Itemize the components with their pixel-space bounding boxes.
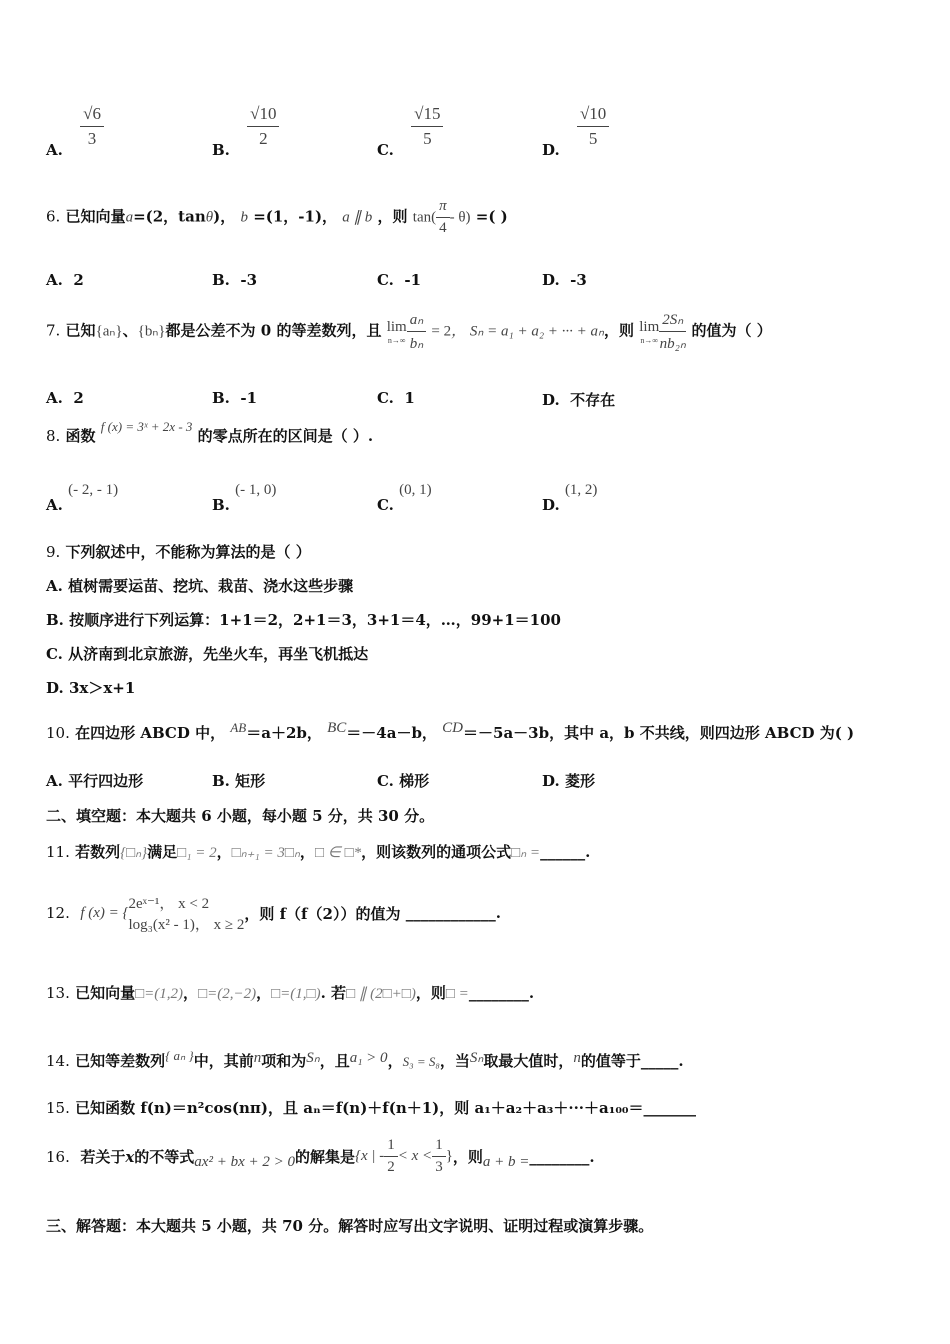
question-number: 15. <box>46 1099 70 1117</box>
parallel-condition: a ∥ b <box>342 209 373 226</box>
question-text: 已知向量 <box>65 207 126 226</box>
vector-1: □=(1,2) <box>135 986 184 1002</box>
pi-over-four <box>436 198 450 237</box>
question-text: 的解集是 <box>294 1148 355 1166</box>
section-3-heading: 三、解答题：本大题共 5 小题，共 70 分。解答时应写出文字说明、证明过程或演算步骤。 <box>46 1217 654 1235</box>
option-value: -1 <box>240 389 258 407</box>
variable-x: x <box>125 1147 135 1166</box>
separator: ， <box>216 843 232 861</box>
denominator: 2 <box>387 1159 395 1175</box>
question-text: 若关于 <box>80 1148 126 1166</box>
q7-option-b[interactable] <box>212 389 257 407</box>
variable-n: n <box>253 1050 262 1066</box>
q5-option-b[interactable] <box>212 104 279 159</box>
option-value: 不存在 <box>570 391 616 409</box>
numerator: aₙ <box>407 310 426 332</box>
question-8 <box>46 419 374 446</box>
one-third <box>432 1137 446 1176</box>
piecewise-cases <box>129 892 245 934</box>
minus-theta: - θ) <box>449 209 471 226</box>
option-value: 按顺序进行下列运算：1+1＝2，2+1＝3，3+1＝4，…，99+1＝100 <box>69 611 561 629</box>
question-number: 6. <box>46 207 61 226</box>
q5-option-c[interactable] <box>377 104 443 159</box>
question-text: 、 <box>122 321 138 340</box>
vector-a: a <box>125 209 134 226</box>
option-label: B. <box>46 611 64 629</box>
sequence: {□ₙ} <box>120 845 148 861</box>
question-text: 中，其前 <box>193 1052 254 1070</box>
option-value: 2 <box>73 389 84 407</box>
lim-text: lim <box>639 318 660 335</box>
vector-2: □=(2,−2) <box>198 986 257 1002</box>
option-value: 菱形 <box>564 772 595 790</box>
q5-option-d[interactable] <box>542 104 609 159</box>
option-label: C. <box>377 496 394 514</box>
q9-option-d[interactable] <box>46 677 135 698</box>
question-text: =(2，tan <box>133 207 206 226</box>
equals-two: = 2 <box>431 323 452 340</box>
question-text: . 若 <box>320 984 347 1002</box>
q8-option-d[interactable] <box>542 480 598 514</box>
a-plus-b: a + b = <box>482 1154 530 1170</box>
question-16 <box>46 1137 595 1176</box>
tan-function: tan( <box>412 209 437 226</box>
question-text: ，则该数列的通项公式 <box>361 843 512 861</box>
option-label: B. <box>212 389 230 407</box>
piecewise-function: f (x) = { <box>80 904 129 921</box>
inequality: ax² + bx + 2 > 0 <box>194 1154 295 1170</box>
vector-b: b <box>240 209 248 226</box>
sum-sn: Sₙ <box>469 1050 484 1066</box>
section-2-heading: 二、填空题：本大题共 6 小题，每小题 5 分，共 30 分。 <box>46 807 435 825</box>
option-label: A. <box>46 577 63 595</box>
q6-option-a[interactable] <box>46 271 84 289</box>
question-text: 项和为 <box>261 1052 307 1070</box>
option-label: A. <box>46 271 63 289</box>
question-number: 7. <box>46 321 61 340</box>
option-value: 3x＞x+1 <box>68 679 136 697</box>
question-text: 若数列 <box>75 843 121 861</box>
q6-option-c[interactable] <box>377 271 421 289</box>
q9-option-c[interactable] <box>46 643 368 664</box>
option-label: C. <box>377 140 394 159</box>
question-number: 12. <box>46 904 70 922</box>
option-label: D. <box>542 271 560 289</box>
denominator: bₙ <box>409 336 424 352</box>
question-text: 在四边形 ABCD 中， <box>75 724 226 742</box>
question-text: =(1，-1)， <box>253 207 338 226</box>
answer-blank[interactable]: ____________. <box>405 904 501 922</box>
q9-option-a[interactable] <box>46 575 353 596</box>
option-value: 梯形 <box>399 772 430 790</box>
question-number: 11. <box>46 843 70 861</box>
option-label: B. <box>212 140 230 159</box>
separator: ， <box>387 1052 403 1070</box>
option-value: 矩形 <box>235 772 266 790</box>
solution-set-close: } <box>445 1148 453 1164</box>
q8-option-a[interactable] <box>46 480 119 514</box>
option-label: A. <box>46 496 63 514</box>
numerator: π <box>436 198 450 218</box>
question-number: 8. <box>46 427 61 445</box>
question-number: 9. <box>46 543 61 561</box>
question-text: 已知等差数列 <box>75 1052 166 1070</box>
option-value: -3 <box>240 271 258 289</box>
numerator: √15 <box>411 104 443 127</box>
number-zero: 0 <box>260 321 272 340</box>
answer-blank[interactable]: ______. <box>540 843 591 861</box>
question-bracket: =( ) <box>475 207 508 226</box>
solution-set-open: {x | - <box>355 1148 385 1164</box>
question-14 <box>46 1050 684 1071</box>
option-label: B. <box>212 772 230 790</box>
question-text: 已知函数 f(n)＝n²cos(nπ)，且 aₙ＝f(n)＋f(n＋1)，则 a₁＋a₂＋a₃＋···＋a₁₀₀＝_______ <box>75 1099 696 1117</box>
question-10 <box>46 722 854 743</box>
option-label: D. <box>542 391 560 409</box>
denominator: 3 <box>87 129 97 148</box>
q6-option-b[interactable] <box>212 271 257 289</box>
denominator: 5 <box>423 129 432 148</box>
case-2: log₃(x² - 1)， x ≥ 2 <box>128 917 245 933</box>
question-text: ＝a＋2b， <box>246 724 322 742</box>
option-label: B. <box>212 496 230 514</box>
question-text: ，则 <box>452 1148 483 1166</box>
option-label: B. <box>212 271 230 289</box>
question-text: ，则 <box>377 207 408 226</box>
condition-2: S₃ = S₈ <box>402 1054 440 1069</box>
a-over-b <box>407 310 426 353</box>
question-text: 取最大值时， <box>483 1052 574 1070</box>
option-fraction <box>247 104 279 149</box>
option-value: 2 <box>73 271 84 289</box>
question-number: 14. <box>46 1052 70 1070</box>
q10-option-a[interactable] <box>46 770 143 791</box>
option-label: D. <box>46 679 64 697</box>
q7-option-a[interactable] <box>46 389 84 407</box>
answer-blank[interactable]: ________. <box>468 984 535 1002</box>
question-15 <box>46 1097 696 1118</box>
vector-3: □=(1,□) <box>271 986 321 1002</box>
question-text: ＝－4a－b， <box>346 724 437 742</box>
lim-subscript: n→∞ <box>387 335 406 345</box>
numerator: 1 <box>432 1137 446 1157</box>
question-text: ，则 <box>415 984 446 1002</box>
q10-option-c[interactable] <box>377 770 429 791</box>
general-term: □ₙ = <box>511 845 541 861</box>
separator: ， <box>183 984 199 1002</box>
question-11 <box>46 841 590 862</box>
q7-option-d[interactable] <box>542 389 615 410</box>
sum-sn: Sₙ <box>306 1050 320 1066</box>
option-label: D. <box>542 496 560 514</box>
numerator: 2Sₙ <box>659 310 686 332</box>
question-text: 已知向量 <box>75 984 136 1002</box>
question-12 <box>46 892 501 934</box>
question-text: ，当 <box>439 1052 470 1070</box>
lambda: □ = <box>445 986 469 1002</box>
option-label: A. <box>46 772 63 790</box>
q7-option-c[interactable] <box>377 389 415 407</box>
q6-option-d[interactable] <box>542 271 587 289</box>
vector-bc: BC <box>327 720 347 736</box>
option-value: (0, 1) <box>399 482 432 498</box>
function-expression: f (x) = 3ˣ + 2x - 3 <box>100 419 193 434</box>
option-value: (- 1, 0) <box>235 482 277 498</box>
option-label: C. <box>377 271 394 289</box>
numerator: √10 <box>247 104 279 127</box>
theta-symbol: θ <box>205 209 214 226</box>
condition-3: □ ∈ □* <box>314 845 362 861</box>
denominator: 4 <box>439 220 447 236</box>
numerator: √6 <box>80 104 104 127</box>
q10-option-b[interactable] <box>212 770 265 791</box>
limit-1 <box>387 319 407 345</box>
question-text: 的不等式 <box>134 1148 195 1166</box>
denominator: nb₂ₙ <box>659 336 686 352</box>
option-label: D. <box>542 772 560 790</box>
question-number: 10. <box>46 724 70 742</box>
numerator: 1 <box>384 1137 398 1157</box>
2s-over-nb <box>659 310 686 353</box>
option-value: 植树需要运苗、挖坑、栽苗、浇水这些步骤 <box>68 577 354 595</box>
question-text: ，则 f（f（2））的值为 <box>244 904 401 923</box>
option-value: -3 <box>570 271 587 289</box>
option-label: C. <box>46 645 63 663</box>
question-number: 13. <box>46 984 70 1002</box>
condition-1: □₁ = 2 <box>177 845 217 861</box>
sequence-a: {aₙ} <box>95 323 123 340</box>
question-number: 16. <box>46 1147 70 1166</box>
q9-option-b[interactable] <box>46 609 561 630</box>
option-value: -1 <box>404 271 422 289</box>
lim-subscript: n→∞ <box>640 335 659 345</box>
sequence-b: {bₙ} <box>137 323 166 340</box>
denominator: 3 <box>435 1159 443 1175</box>
option-value: 1 <box>404 389 415 407</box>
option-fraction <box>80 104 104 149</box>
q8-option-c[interactable] <box>377 480 432 514</box>
vector-cd: CD <box>442 720 464 736</box>
option-value: 平行四边形 <box>68 772 144 790</box>
option-value: 从济南到北京旅游，先坐火车，再坐飞机抵达 <box>68 645 369 663</box>
option-label: C. <box>377 772 394 790</box>
vector-ab: AB <box>230 720 247 735</box>
question-text: ，则 <box>604 321 635 340</box>
option-label: C. <box>377 389 394 407</box>
question-text: )， <box>213 207 236 226</box>
separator: ， <box>256 984 272 1002</box>
inequality-middle: < x < <box>397 1148 433 1164</box>
question-text: 的等差数列，且 <box>276 321 382 340</box>
denominator: 5 <box>588 129 598 148</box>
question-9 <box>46 541 311 562</box>
option-fraction <box>411 104 443 149</box>
one-half <box>384 1137 398 1176</box>
q8-option-b[interactable] <box>212 480 277 514</box>
question-text: 满足 <box>147 843 178 861</box>
question-text: 都是公差不为 <box>165 321 256 340</box>
option-value: (1, 2) <box>564 482 598 498</box>
variable-n: n <box>573 1050 581 1066</box>
limit-2 <box>639 319 659 345</box>
question-text: 已知 <box>65 321 96 340</box>
question-7 <box>46 310 772 353</box>
denominator: 2 <box>259 129 268 148</box>
sum-expression: ， Sₙ = a₁ + a₂ + ··· + aₙ <box>451 323 605 340</box>
lim-text: lim <box>386 318 407 335</box>
numerator: √10 <box>577 104 609 127</box>
q10-option-d[interactable] <box>542 770 595 791</box>
case-1: 2eˣ⁻¹， x < 2 <box>128 896 210 912</box>
condition-1: a₁ > 0 <box>349 1050 388 1066</box>
parallel-condition: □ ∥ (2□+□) <box>346 986 416 1002</box>
condition-2: □ₙ₊₁ = 3□ₙ <box>231 845 300 861</box>
question-text: ＝－5a－3b，其中 a，b 不共线，则四边形 ABCD 为( ) <box>463 724 855 742</box>
question-6 <box>46 198 508 237</box>
question-bracket: 的值为（ ） <box>691 321 772 340</box>
question-text: ，且 <box>319 1052 350 1070</box>
option-label: A. <box>46 389 63 407</box>
question-13 <box>46 982 534 1003</box>
separator: ， <box>299 843 315 861</box>
option-label: D. <box>542 140 560 159</box>
q5-option-a[interactable] <box>46 104 104 159</box>
question-text: 的零点所在的区间是（ ）. <box>197 427 374 445</box>
answer-blank[interactable]: ________. <box>529 1147 595 1166</box>
option-fraction <box>577 104 609 149</box>
question-text: 下列叙述中，不能称为算法的是（ ） <box>65 543 311 561</box>
question-text: 函数 <box>65 427 96 445</box>
sequence: { aₙ } <box>165 1048 194 1063</box>
option-label: A. <box>46 140 63 159</box>
option-value: (- 2, - 1) <box>68 482 119 498</box>
answer-blank[interactable]: 的值等于_____. <box>580 1052 684 1070</box>
